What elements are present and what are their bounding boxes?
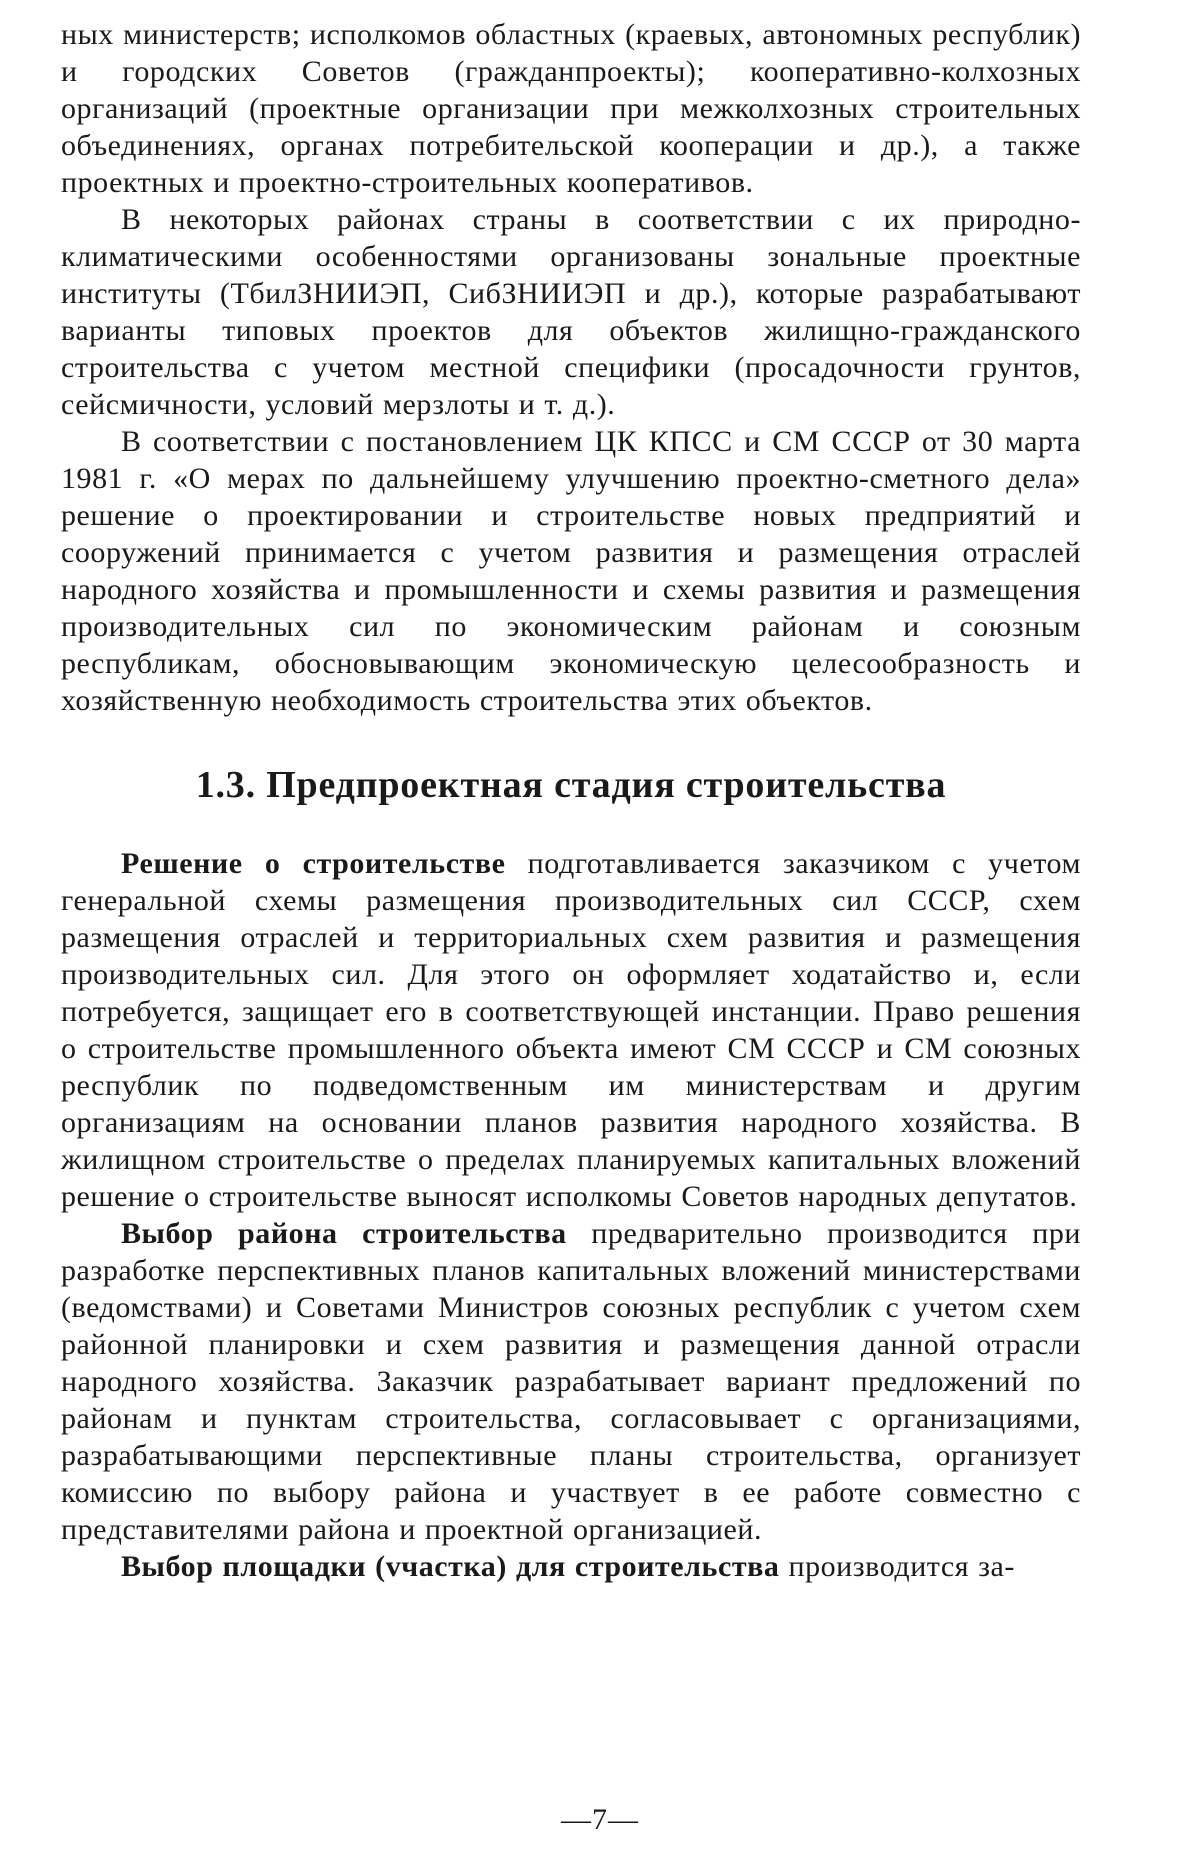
- paragraph-region-selection: [61, 1215, 1081, 1548]
- paragraph-construction-decision: [61, 845, 1081, 1215]
- paragraph-resolution-1981: В соответствии с постановлением ЦК КПСС и СМ СССР от 30 марта 1981 г. «О мерах по дальнейшему улучшению проектно-сметного дела» решение о проектировании и строительстве новых предприятий и сооружений принимается с учетом развития и размещения отраслей народного хозяйства и промышленности и схемы развития и размещения производительных сил по экономическим районам и союзным республикам, обосновывающим экономическую целесообразность и хозяйственную необходимость строительства этих объектов.: [61, 425, 1081, 717]
- page-number: —7—: [561, 1803, 639, 1836]
- document-page: [61, 16, 1081, 1585]
- paragraph-ministries: ных министерств; исполкомов областных (краевых, автономных республик) и городских Советов (гражданпроекты); кооперативно-колхозных организаций (проектные организации при межколхозных строительных объединениях, органах потребительской кооперации и др.), а также проектных и проектно-строительных кооперативов.: [61, 18, 1081, 199]
- paragraph-body: производится за-: [779, 1550, 1015, 1583]
- section-heading: 1.3. Предпроектная стадия строительства: [195, 764, 947, 806]
- paragraph-lead-term: Выбор площадки (vчастка) для строительства: [121, 1550, 780, 1583]
- paragraph-lead-term: Решение о строительстве: [121, 847, 506, 880]
- paragraph-body: подготавливается заказчиком с учетом генеральной схемы размещения производительных сил СССР, схем размещения отраслей и территориальных схем развития и размещения производительных сил. Для этого он оформляет ходатайство и, если потребуется, защищает его в соответствующей инстанции. Право решения о строительстве промышленного объекта имеют СМ СССР и СМ союзных республик по подведомственным им министерствам и другим организациям на основании планов развития народного хозяйства. В жилищном строительстве о пределах планируемых капитальных вложений решение о строительстве выносят исполкомы Советов народных депутатов.: [61, 847, 1081, 1213]
- paragraph-zonal-institutes: В некоторых районах страны в соответствии с их природно-климатическими особенностями организованы зональные проектные институты (ТбилЗНИИЭП, СибЗНИИЭП и др.), которые разрабатывают варианты типовых проектов для объектов жилищно-гражданского строительства с учетом местной специфики (просадочности грунтов, сейсмичности, условий мерзлоты и т. д.).: [61, 203, 1081, 421]
- paragraph-site-selection: [61, 1548, 1081, 1585]
- paragraph-lead-term: Выбор района строительства: [121, 1217, 567, 1250]
- paragraph-body: предварительно производится при разработке перспективных планов капитальных вложений министерствами (ведомствами) и Советами Министров союзных республик с учетом схем районной планировки и схем развития и размещения данной отрасли народного хозяйства. Заказчик разрабатывает вариант предложений по районам и пунктам строительства, согласовывает с организациями, разрабатывающими перспективные планы строительства, организует комиссию по выбору района и участвует в ее работе совместно с представителями района и проектной организацией.: [61, 1217, 1082, 1546]
